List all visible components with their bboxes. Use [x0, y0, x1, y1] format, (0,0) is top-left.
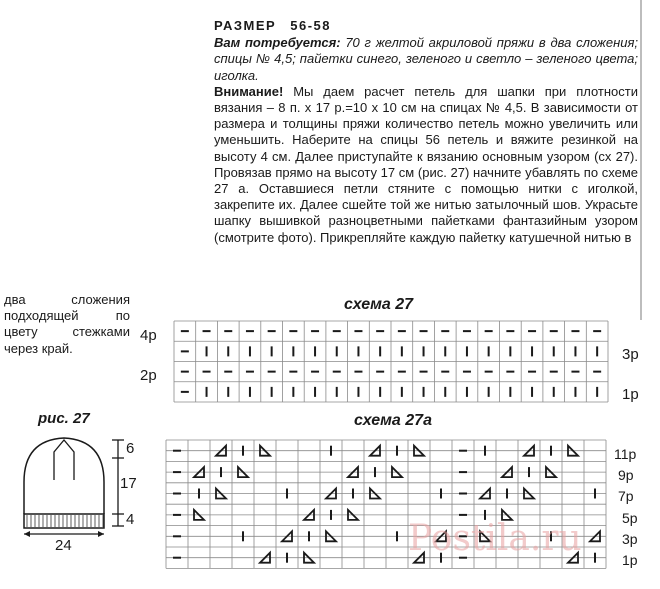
size-value: 56-58: [290, 18, 331, 33]
figure27-dim-top: 6: [126, 440, 135, 457]
schema27-label-3p: 3р: [622, 346, 639, 363]
attention-label: Внимание!: [214, 83, 284, 99]
schema27a-label-5p: 5р: [622, 510, 638, 526]
figure27-title: рис. 27: [38, 410, 90, 427]
figure27-dim-middle: 17: [120, 475, 137, 492]
left-column-text: два сложения подходящей по цвету стежками через край.: [4, 292, 130, 356]
hat-outline: [24, 438, 104, 514]
schema27-label-4p: 4р: [140, 327, 157, 344]
hat-crown-decrease: [54, 440, 74, 480]
dim-arrow: [24, 531, 30, 537]
watermark: Postila.ru: [408, 518, 582, 559]
materials-label: Вам потребуется:: [214, 35, 341, 51]
figure27-dim-width: 24: [55, 537, 72, 554]
schema27-label-1p: 1р: [622, 386, 639, 403]
schema27a-label-7p: 7р: [618, 488, 634, 504]
schema27a-label-3p: 3р: [622, 531, 638, 547]
materials-text: 70 г желтой акриловой пряжи в два сложения; спицы № 4,5; пайетки синего, зеленого и светло – зеленого цвета; иголка.: [214, 35, 639, 83]
hat-rib-band: [24, 514, 104, 528]
schema27-grid: [174, 321, 608, 402]
schema27-label-2p: 2р: [140, 367, 157, 384]
schema27a-label-11p: 11р: [614, 446, 637, 462]
figure27-drawing: [24, 438, 124, 537]
schema27a-title: схема 27а: [354, 412, 432, 429]
dim-arrow: [98, 531, 104, 537]
attention-text: Мы даем расчет петель для шапки при плотности вязания – 8 п. х 17 р.=10 х 10 см на спицах № 4,5. В зависимости от размера и толщины пряжи количество петель можно увеличить или уменьшить. Наберите на спицы 56 петель и вяжите резинкой на высоту 4 см. Далее приступайте к вязанию основным узором (сх 27). Провязав прямо на высоту 17 см (рис. 27) начните убавлять по схеме 27 а. Оставшиеся петли стяните с помощью нитки с иголкой, закрепите их. Далее сшейте той же нитью затылочный шов. Украсьте шапку вышивкой разноцветными пайетками фантазийным узором (смотрите фото). Прикрепляйте каждую пайетку катушечной нитью в: [214, 83, 638, 245]
schema27-title: схема 27: [344, 296, 414, 313]
schema27a-label-9p: 9р: [618, 467, 634, 483]
schema27a-label-1p: 1р: [622, 552, 638, 568]
figure27-dim-bottom: 4: [126, 511, 135, 528]
size-label: РАЗМЕР: [214, 18, 277, 33]
